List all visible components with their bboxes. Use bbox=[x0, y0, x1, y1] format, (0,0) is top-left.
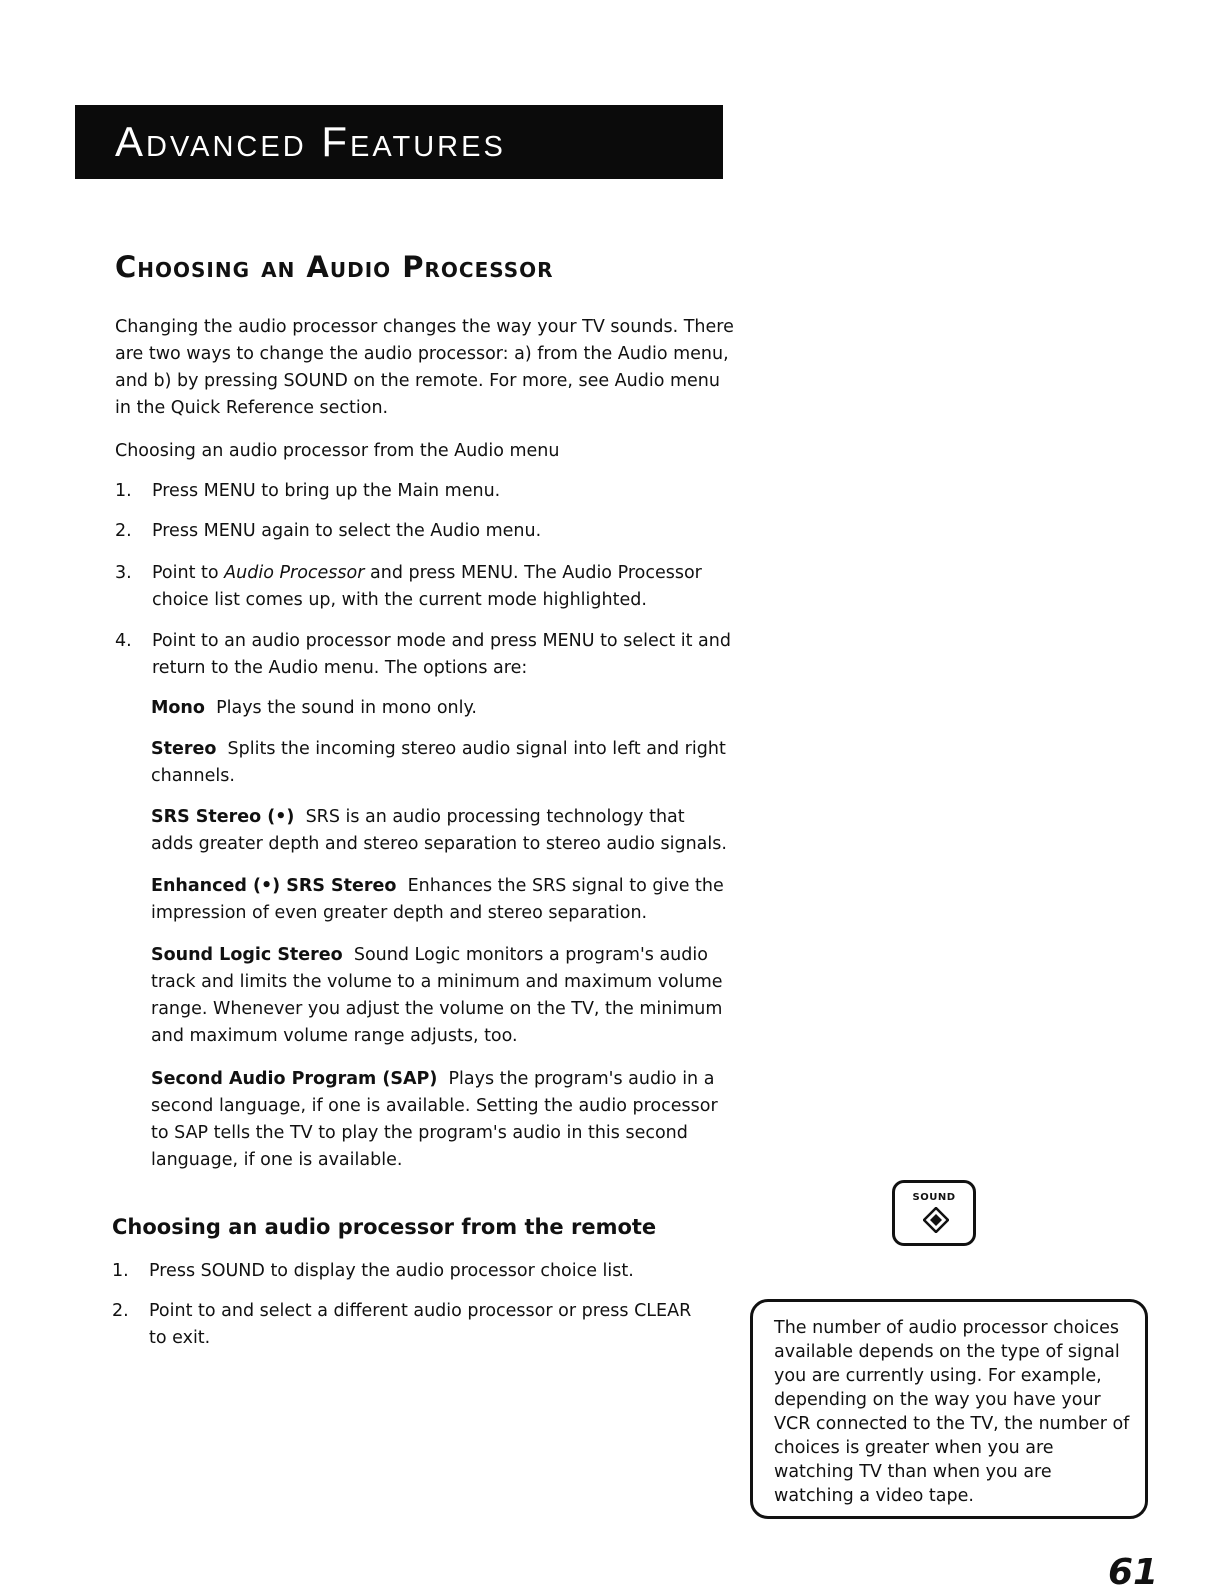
intro-paragraph: Changing the audio processor changes the way your TV sounds. There are two ways to change the audio processor: a) from the Audio menu, and b) by pressing SOUND on the remote. For more, see Audio menu in the Quick Reference section. bbox=[115, 317, 734, 418]
sound-diamond-icon bbox=[923, 1207, 949, 1233]
option-sap bbox=[151, 1066, 731, 1174]
option-name: Stereo bbox=[151, 739, 217, 759]
option-name: Enhanced (•) SRS Stereo bbox=[151, 876, 397, 896]
option-name: Mono bbox=[151, 698, 205, 718]
note-text: The number of audio processor choices available depends on the type of signal you are currently using. For example, depending on the way you have your VCR connected to the TV, the number of choices is greater when you are watching TV than when you are watching a video tape. bbox=[774, 1318, 1130, 1506]
step-number: 4. bbox=[115, 631, 132, 651]
option-desc: Plays the program's audio in a second language, if one is available. Setting the audio processor to SAP tells the TV to play the program's audio in this second language, if one is available. bbox=[151, 1069, 718, 1170]
step-text: Press SOUND to display the audio processor choice list. bbox=[149, 1261, 634, 1281]
option-name: Second Audio Program (SAP) bbox=[151, 1069, 438, 1089]
option-srs-stereo bbox=[151, 804, 731, 858]
menu-step-3 bbox=[115, 560, 735, 614]
step-text: Point to and select a different audio processor or press CLEAR to exit. bbox=[149, 1301, 692, 1348]
option-sound-logic bbox=[151, 942, 731, 1050]
remote-step-2 bbox=[112, 1298, 712, 1352]
step-text: Press MENU to bring up the Main menu. bbox=[152, 481, 501, 501]
option-name: SRS Stereo (•) bbox=[151, 807, 295, 827]
audio-processor-term: Audio Processor bbox=[224, 563, 365, 583]
sound-button-label: SOUND bbox=[912, 1192, 956, 1203]
step-number: 2. bbox=[112, 1301, 129, 1321]
menu-step-2 bbox=[115, 518, 735, 545]
option-desc: Sound Logic monitors a program's audio track and limits the volume to a minimum and maximum volume range. Whenever you adjust the volume on the TV, the minimum and maximum volume range adjusts, too. bbox=[151, 945, 723, 1046]
option-mono bbox=[151, 695, 731, 722]
remote-heading: Choosing an audio processor from the remote bbox=[112, 1215, 657, 1239]
section-title: Choosing an Audio Processor bbox=[115, 250, 554, 284]
step-number: 1. bbox=[112, 1261, 129, 1281]
menu-step-4 bbox=[115, 628, 735, 682]
page-number: 61 bbox=[1108, 1552, 1159, 1593]
step-number: 1. bbox=[115, 481, 132, 501]
chapter-title: Advanced Features bbox=[115, 118, 506, 165]
remote-step-1 bbox=[112, 1258, 732, 1285]
info-note-box bbox=[750, 1299, 1148, 1519]
step-text-post: and press MENU. The Audio Processor choice list comes up, with the current mode highlighted. bbox=[152, 563, 702, 610]
option-desc: SRS is an audio processing technology that adds greater depth and stereo separation to stereo audio signals. bbox=[151, 807, 727, 854]
step-text-pre: Point to bbox=[152, 563, 225, 583]
step-text: Point to an audio processor mode and press MENU to select it and return to the Audio menu. The options are: bbox=[152, 631, 731, 678]
option-desc: Plays the sound in mono only. bbox=[216, 698, 477, 718]
step-number: 3. bbox=[115, 563, 132, 583]
chapter-banner bbox=[75, 105, 723, 179]
from-menu-heading: Choosing an audio processor from the Audio menu bbox=[115, 441, 560, 461]
menu-step-1 bbox=[115, 478, 735, 505]
step-number: 2. bbox=[115, 521, 132, 541]
option-name: Sound Logic Stereo bbox=[151, 945, 343, 965]
step-text: Press MENU again to select the Audio menu. bbox=[152, 521, 542, 541]
sound-button-illustration bbox=[892, 1180, 976, 1246]
step-text bbox=[152, 560, 735, 614]
option-desc: Splits the incoming stereo audio signal into left and right channels. bbox=[151, 739, 726, 786]
option-desc: Enhances the SRS signal to give the impression of even greater depth and stereo separation. bbox=[151, 876, 724, 923]
option-enhanced-srs bbox=[151, 873, 731, 927]
option-stereo bbox=[151, 736, 731, 790]
